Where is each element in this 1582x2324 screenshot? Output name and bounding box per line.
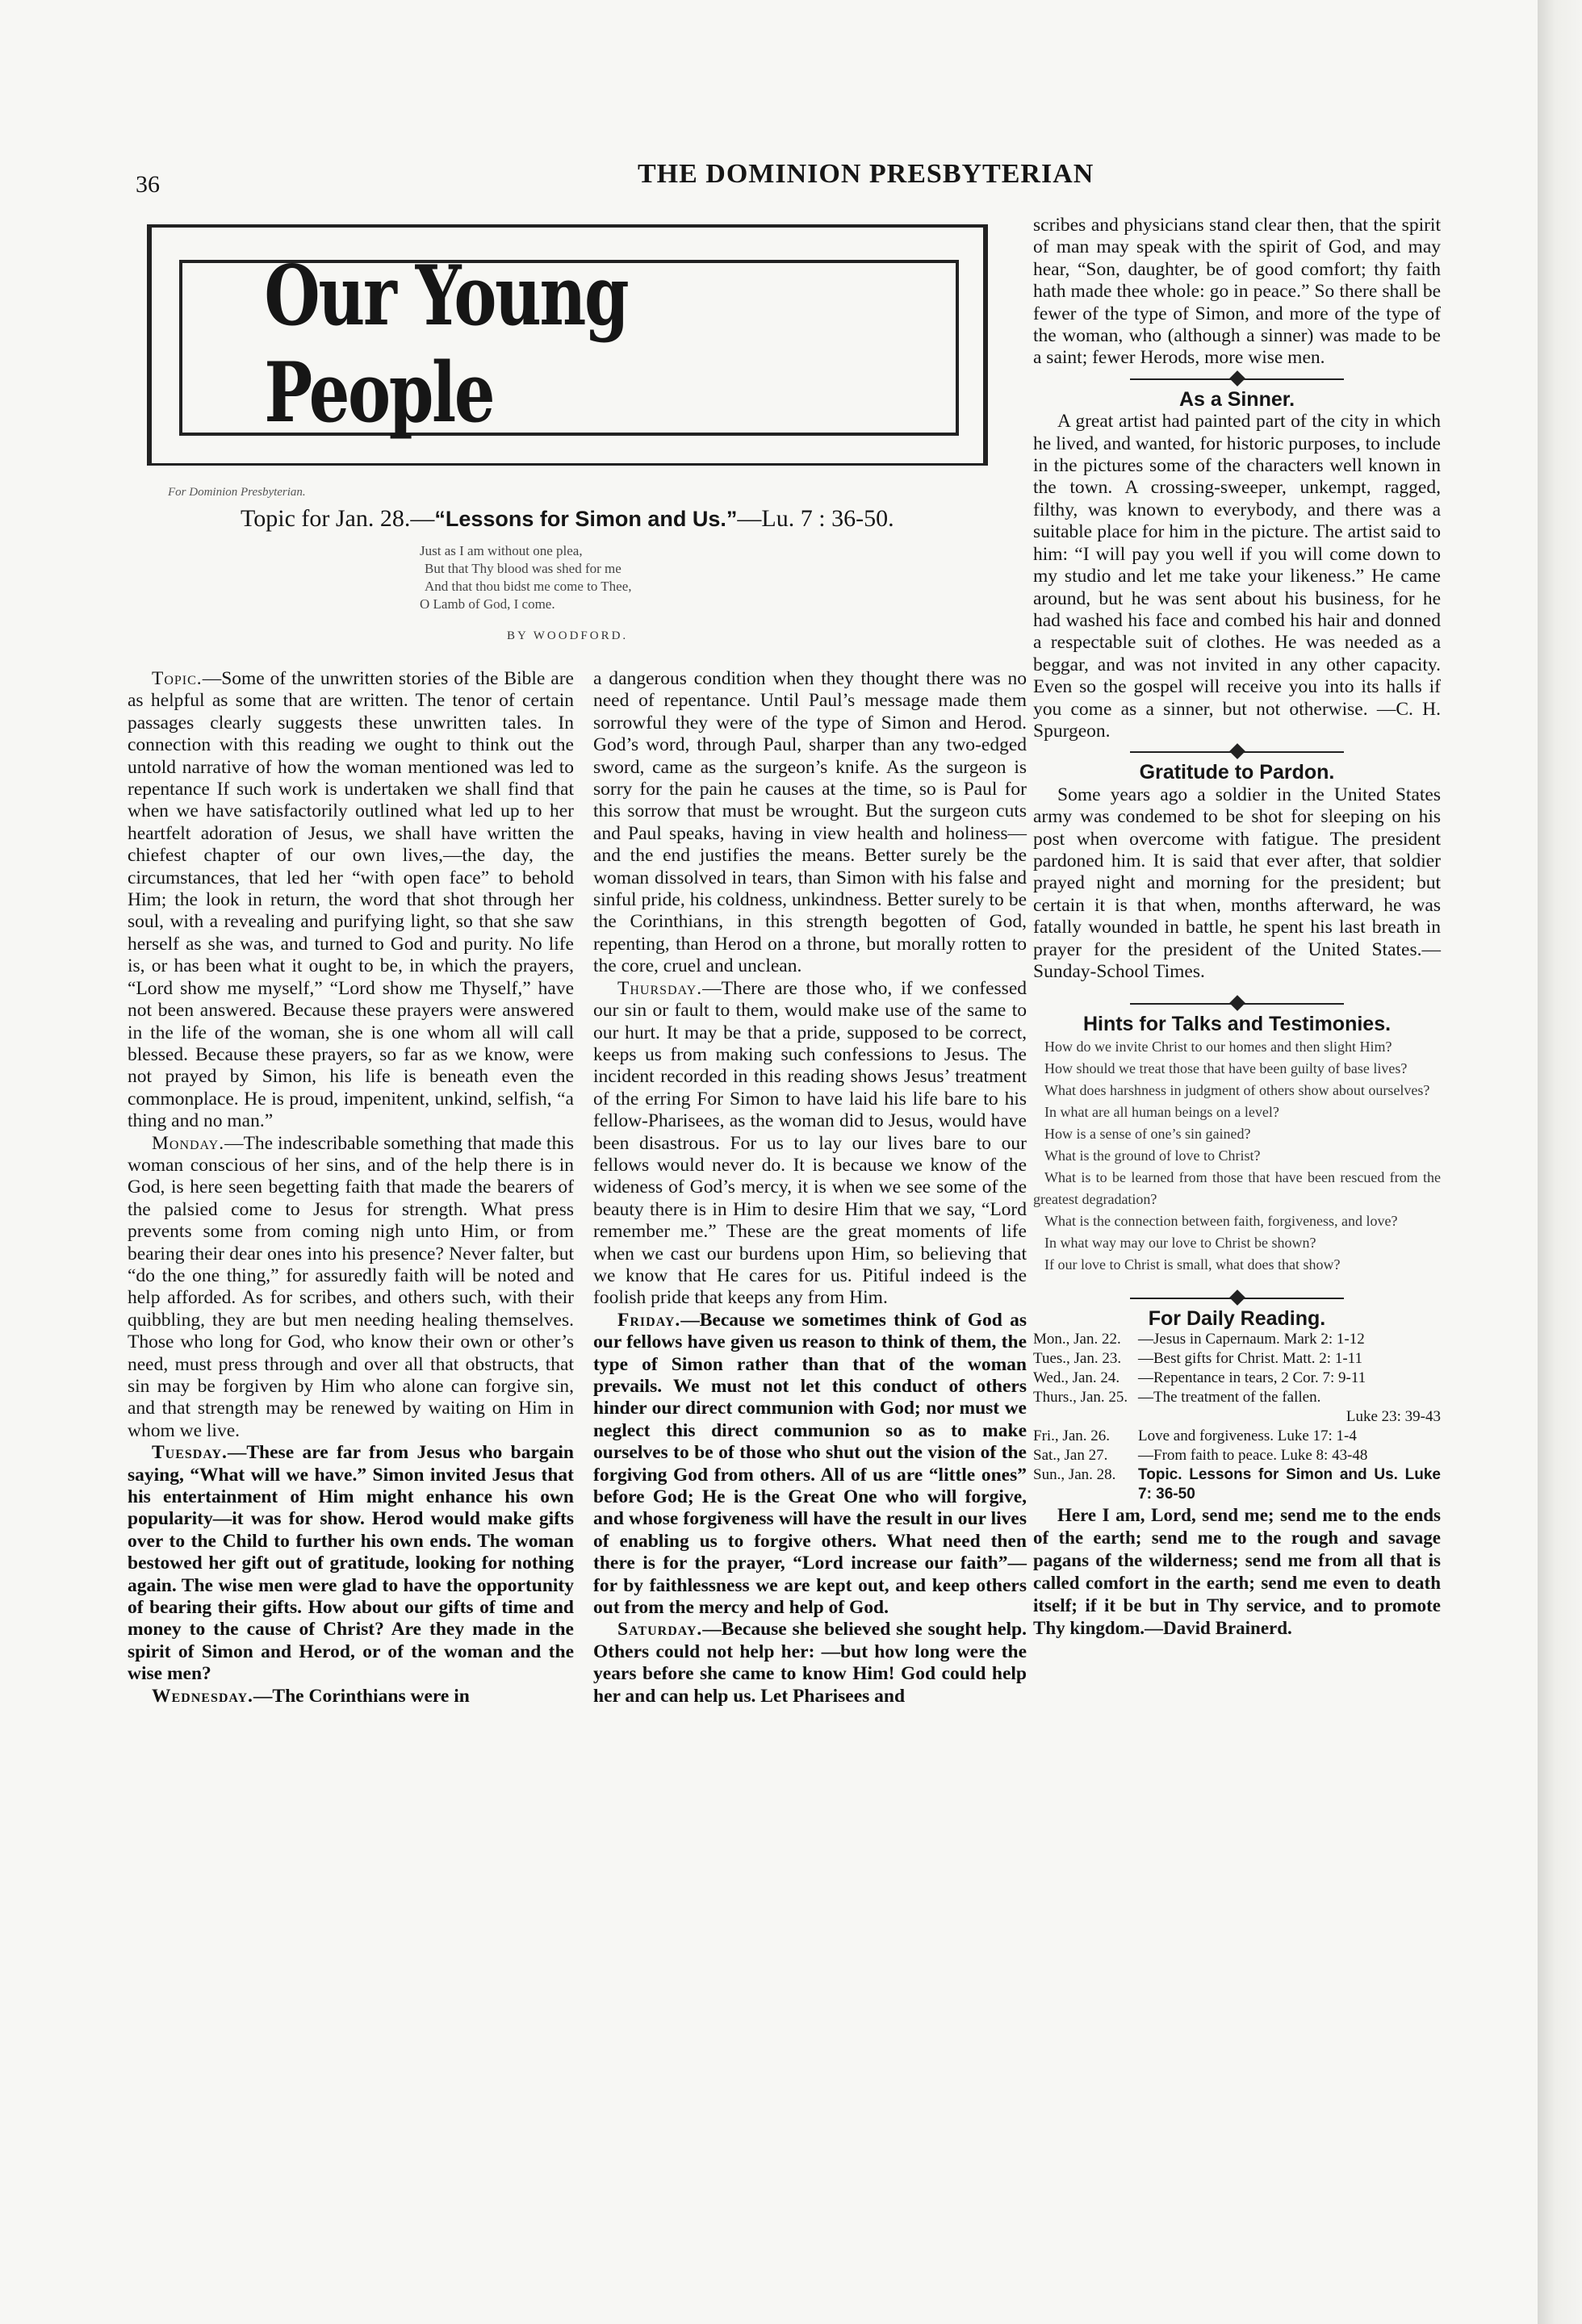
paragraph-continued: scribes and physicians stand clear then, that the spirit of man may speak with the spirit of God, and may hear, “Son, daughter, be of good comfort; thy faith hath made thee whole: go in peace.” So there shall be fewer of the type of Simon, and more of the type of the woman, who (although a sinner) was made to be a saint; fewer Herods, more wise men.	[1033, 215, 1441, 369]
paragraph-thursday	[593, 978, 1027, 1310]
paragraph-friday	[593, 1310, 1027, 1620]
poem-line: And that thou bidst me come to Thee,	[425, 579, 632, 594]
section-separator	[1033, 994, 1441, 1014]
byline: BY WOODFORD.	[507, 629, 629, 642]
topic-reference: —Lu. 7 : 36-50.	[737, 505, 894, 532]
daily-reading-row	[1033, 1330, 1441, 1349]
section-banner-title: Our Young People	[264, 248, 628, 441]
reading-text: —From faith to peace. Luke 8: 43-48	[1138, 1447, 1368, 1465]
topic-prefix: Topic for Jan. 28.—	[241, 505, 435, 532]
reading-text: —The treatment of the fallen.	[1138, 1389, 1321, 1407]
reading-day: Wed., Jan. 24.	[1033, 1369, 1120, 1387]
reading-text: —Jesus in Capernaum. Mark 2: 1-12	[1138, 1331, 1365, 1348]
reading-day: Sat., Jan 27.	[1033, 1447, 1108, 1465]
paragraph-text: —The indescribable something that made this woman conscious of her sins, and of the help there is in God, is here seen begetting faith that made the bearers of the palsied come to Jesus for strength. What press prevents some from coming nigh unto Him, or from bearing their dear ones into his presence? Never falter, but “do the one thing,” for assuredly faith will be noted and help afforded. As for scribes, and others such, with their quibbling, they are but men needing healing themselves. Those who long for God, who know their own or other’s need, must press through and over all that obstructs, that sin may be forgiven by Him who alone can forgive sin, and that strength may be renewed by waiting on Him in whom we live.	[128, 1132, 574, 1441]
topic-line	[241, 505, 894, 533]
paragraph-monday	[128, 1133, 574, 1443]
paragraph-tuesday	[128, 1442, 574, 1685]
reading-text: Topic. Lessons for Simon and Us. Luke 7: 36-50	[1138, 1466, 1441, 1503]
column-left	[128, 668, 574, 1707]
daily-reading-row	[1033, 1427, 1441, 1446]
closing-prayer: Here I am, Lord, send me; send me to the ends of the earth; send me to the rough and savage pagans of the wilderness; send me from all that is called comfort in the earth; send me even to death itself; if it be but in Thy service, and to promote Thy kingdom.—David Brainerd.	[1033, 1505, 1441, 1639]
poem-line: But that Thy blood was shed for me	[425, 561, 622, 576]
section-separator	[1033, 1289, 1441, 1308]
page-edge-shadow	[1538, 0, 1582, 2324]
reading-day	[1033, 1407, 1138, 1427]
reading-day: Sun., Jan. 28.	[1033, 1466, 1116, 1484]
diamond-ornament-icon	[1229, 1289, 1245, 1306]
hint-item: What does harshness in judgment of others show about ourselves?	[1044, 1081, 1430, 1098]
paragraph-text: —There are those who, if we confessed our sin or fault to them, would make use of the same to our hurt. It may be that a pride, supposed to be correct, keeps us from making such confessions to Jesus. The incident recorded in this reading shows Jesus’ treatment of the erring For Simon to have laid his life bare to his fellow-Pharisees, as the woman did to Jesus, would have been disastrous. For us to lay our lives bare to our fellows would never do. It is because we know of the wideness of God’s mercy, it is when we see some of the beauty there is in Him to desire Him that we say, “Lord remember me.” These are the great moments of life when we cast our burdens upon Him, so believing that we know that He cares for us. Pitiful indeed is the foolish pride that keeps any from Him.	[593, 977, 1027, 1309]
paragraph-as-a-sinner: A great artist had painted part of the city in which he lived, and wanted, for historic purposes, to include in the pictures some of the characters well known in the town. A crossing-sweeper, unkempt, ragged, filthy, was known to everybody, and there was a suitable place for him in the picture. The artist said to him: “I will pay you well if you will come down to my studio and let me take your likeness.” He came around, but he was sent about his business, for he had washed his face and combed his hair and donned a respectable suit of clothes. He was needed as a beggar, and was not invited in any other capacity. Even so the gospel will receive you into its halls if you come as a sinner, but not otherwise. —C. H. Spurgeon.	[1033, 411, 1441, 742]
day-label: Saturday.	[617, 1619, 703, 1641]
column-middle	[593, 668, 1027, 1707]
section-separator	[1033, 370, 1441, 389]
hint-item: In what are all human beings on a level?	[1044, 1103, 1279, 1120]
hint-item: How do we invite Christ to our homes and then slight Him?	[1044, 1038, 1392, 1055]
heading-hints: Hints for Talks and Testimonies.	[1082, 1013, 1392, 1036]
section-separator	[1033, 742, 1441, 762]
hint-item: What is the connection between faith, forgiveness, and love?	[1044, 1212, 1398, 1229]
poem-line: Just as I am without one plea,	[420, 543, 583, 558]
running-head: THE DOMINION PRESBYTERIAN	[638, 159, 1094, 189]
day-label: Topic.	[152, 668, 203, 689]
reading-text: —Best gifts for Christ. Matt. 2: 1-11	[1138, 1350, 1362, 1368]
day-label: Thursday.	[617, 977, 703, 999]
diamond-ornament-icon	[1229, 996, 1245, 1012]
topic-title: “Lessons for Simon and Us.”	[434, 507, 738, 531]
paragraph-wednesday	[128, 1686, 574, 1707]
reading-day: Tues., Jan. 23.	[1033, 1350, 1122, 1368]
page-number: 36	[136, 171, 160, 198]
heading-daily-reading: For Daily Reading.	[1148, 1306, 1326, 1330]
hint-item: In what way may our love to Christ be shown?	[1044, 1234, 1316, 1251]
epigraph-poem	[420, 542, 632, 613]
reading-text: Love and forgiveness. Luke 17: 1-4	[1138, 1427, 1357, 1445]
day-label: Monday.	[152, 1132, 225, 1154]
daily-reading-row	[1033, 1388, 1441, 1407]
heading-gratitude-to-pardon: Gratitude to Pardon.	[1139, 761, 1335, 784]
paragraph-topic	[128, 668, 574, 1133]
day-label: Tuesday.	[152, 1442, 228, 1464]
daily-reading-row	[1033, 1407, 1441, 1427]
credit-line: For Dominion Presbyterian.	[168, 486, 306, 499]
hint-item: What is to be learned from those that have been rescued from the greatest degradation?	[1033, 1168, 1441, 1207]
daily-reading-row	[1033, 1446, 1441, 1465]
paragraph-text: —Some of the unwritten stories of the Bible are as helpful as some that are written. The tenor of certain passages clearly suggests these unwritten tales. In connection with this reading we ought to think out the untold narrative of how the woman mentioned was led to repentance If such work is undertaken we shall find that when we have satisfactorily outlined what led up to her heartfelt adoration of Jesus, we shall have written the chiefest chapter of our own lives,—the day, the circumstances, that led her “with open face” to behold Him; the look in return, the word that shot through her soul, with a revealing and purifying light, so that she saw herself as she was, and turned to God and purity. No life is, or has been what it ought to be, in which the prayers, “Lord show me myself,” “Lord show me Thyself,” have not been answered. Because these prayers were answered in the life of the woman, she is one whom all will call blessed. Because these prayers, so far as we know, were not prayed by Simon, his life is beneath even the commonplace. He is proud, impenitent, unkind, selfish, “a thing and no man.”	[128, 668, 574, 1132]
reading-text: Luke 23: 39-43	[1346, 1408, 1441, 1426]
reading-day: Fri., Jan. 26.	[1033, 1427, 1110, 1445]
paragraph-text: —These are far from Jesus who bargain saying, “What will we have.” Simon invited Jesus that his entertainment of Him might enhance his own popularity—it was for show. Herod would make gifts over to the Child to further his own ends. The woman bestowed her gift out of gratitude, looking for nothing again. The wise men were glad to have the opportunity of bearing their gifts. How about our gifts of time and money to the cause of Christ? Are they made in the spirit of Simon and Herod, or of the woman and the wise men?	[128, 1442, 574, 1685]
poem-line: O Lamb of God, I come.	[420, 596, 555, 612]
reading-day: Mon., Jan. 22.	[1033, 1331, 1121, 1348]
daily-reading-row	[1033, 1349, 1441, 1369]
paragraph-saturday	[593, 1619, 1027, 1707]
reading-text: —Repentance in tears, 2 Cor. 7: 9-11	[1138, 1369, 1366, 1387]
diamond-ornament-icon	[1229, 743, 1245, 759]
hints-list	[1033, 1036, 1441, 1276]
paragraph-gratitude-to-pardon: Some years ago a soldier in the United States army was condemed to be shot for sleeping on his post when overcome with fatigue. The president pardoned him. It is said that ever after, that soldier prayed night and morning for the president; but certain it is that when, months afterward, he was fatally wounded in battle, he spent his last breath in prayer for the president of the United States.—Sunday-School Times.	[1033, 784, 1441, 982]
hint-item: What is the ground of love to Christ?	[1044, 1147, 1261, 1164]
reading-day: Thurs., Jan. 25.	[1033, 1389, 1128, 1407]
hint-item: How should we treat those that have been guilty of base lives?	[1044, 1060, 1408, 1076]
paragraph-text: —The Corinthians were in	[253, 1685, 470, 1707]
paragraph-text: —Because we sometimes think of God as our fellows have given us reason to think of them, the type of Simon rather than that of the woman prevails. We must not let this conduct of others hinder our direct communion with God; nor must we neglect this direct communion so as to make ourselves to be of those who shut out the vision of the forgiving God from others. All of us are “little ones” before God; He is the Great One who will forgive, and whose forgiveness will have the result in our lives of enabling us to forgive others. What need then there is for the prayer, “Lord increase our faith”—for by faithlessness we are kept out, and keep others out from the mercy and help of God.	[593, 1309, 1027, 1619]
daily-reading-row	[1033, 1465, 1441, 1504]
day-label: Wednesday.	[152, 1685, 253, 1707]
daily-reading-row	[1033, 1369, 1441, 1388]
daily-reading-list	[1033, 1330, 1441, 1504]
paragraph-continued: a dangerous condition when they thought there was no need of repentance. Until Paul’s message made them sorrowful they were of the type of Simon and Herod. God’s word, through Paul, sharper than any two-edged sword, came as the surgeon’s knife. As the surgeon is sorry for the pain he causes at the time, so is Paul for this sorrow that must be wrought. But the surgeon cuts and Paul speaks, having in view health and holiness—and the end justifies the means. Better surely be the woman dissolved in tears, than Simon with his false and sinful pride, his coldness, unkindness. Better surely to be the Corinthians, in this strength begotten of God, repenting, than Herod on a throne, but morally rotten to the core, cruel and unclean.	[593, 668, 1027, 977]
paragraph-text: —Because she believed she sought help. Others could not help her: —but how long were the years before she came to know Him! God could help her and can help us. Let Pharisees and	[593, 1619, 1027, 1707]
diamond-ornament-icon	[1229, 370, 1245, 387]
day-label: Friday.	[617, 1309, 681, 1331]
column-right	[1033, 215, 1441, 1640]
hint-item: How is a sense of one’s sin gained?	[1044, 1125, 1251, 1142]
heading-as-a-sinner: As a Sinner.	[1178, 387, 1295, 411]
hint-item: If our love to Christ is small, what does that show?	[1044, 1256, 1341, 1273]
